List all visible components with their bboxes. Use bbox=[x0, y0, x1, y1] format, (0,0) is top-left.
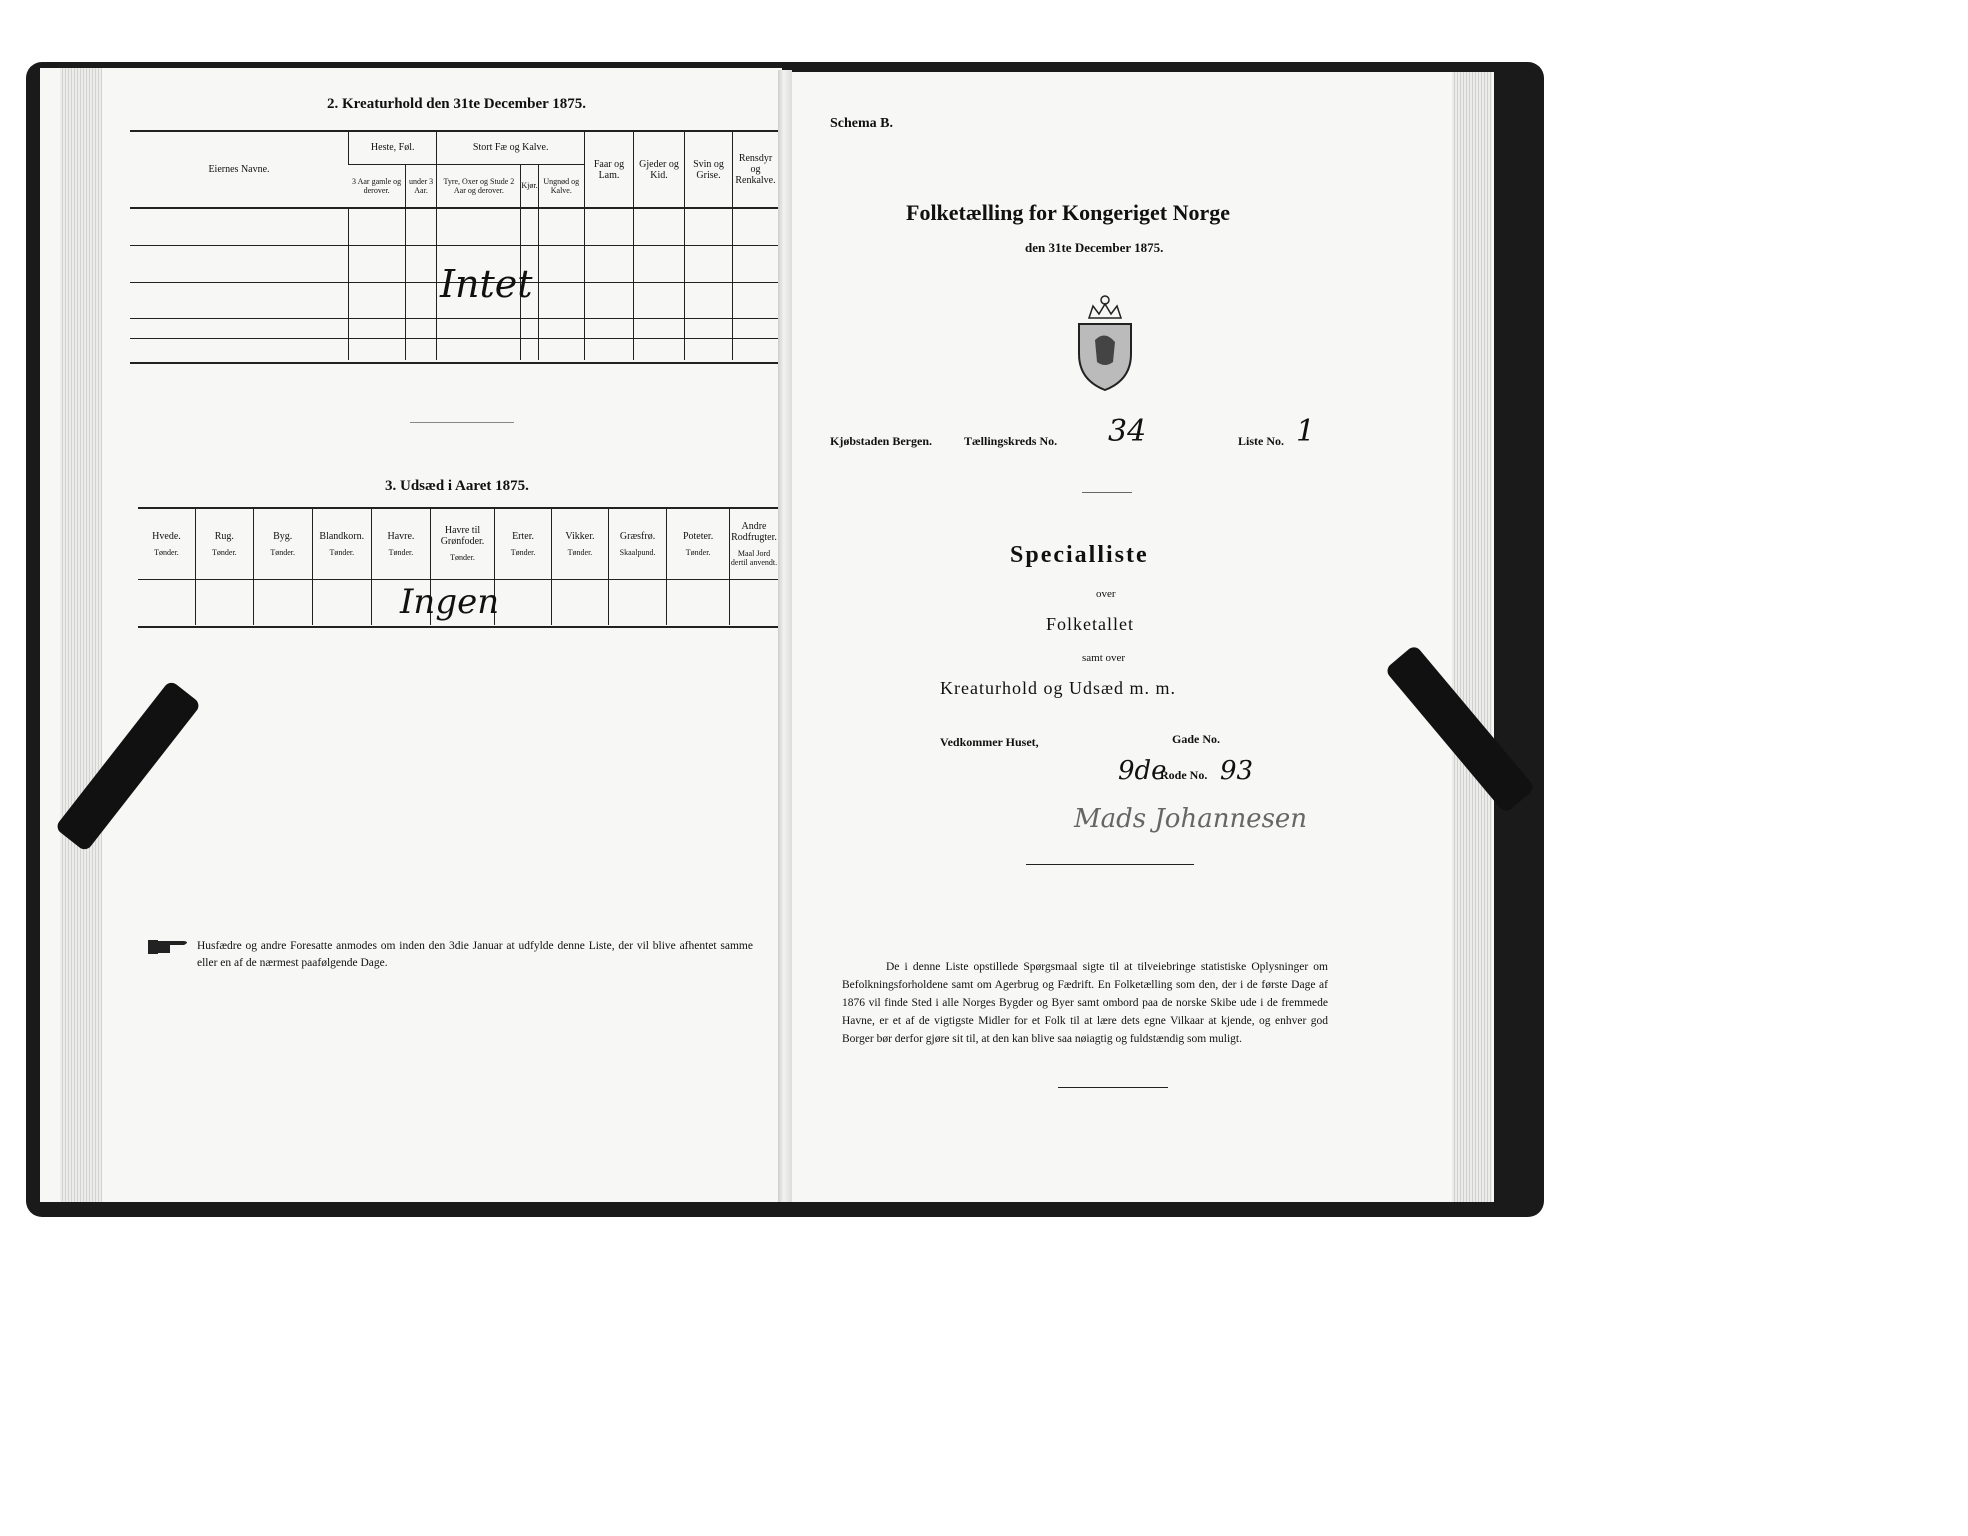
col-goats: Gjeder og Kid. bbox=[639, 158, 679, 181]
sowing-col-name: Byg. bbox=[273, 530, 293, 542]
notice-text: Husfædre og andre Foresatte anmodes om inden den 3die Januar at udfylde denne Liste, der vil blive afhentet samme eller en af de nærmest paafølgende Dage. bbox=[197, 940, 753, 969]
sowing-col-header bbox=[730, 509, 779, 579]
col-group-cattle: Stort Fæ og Kalve. bbox=[472, 142, 549, 154]
sowing-cell bbox=[195, 579, 253, 625]
col-owner-names: Eiernes Navne. bbox=[208, 164, 270, 175]
col-sheep: Faar og Lam. bbox=[593, 158, 625, 181]
sowing-col-unit: Tønder. bbox=[329, 547, 355, 557]
sowing-handwritten-entry: Ingen bbox=[400, 582, 500, 622]
livestock-table bbox=[130, 132, 778, 360]
samt-over-label: samt over bbox=[1082, 652, 1126, 664]
closing-rule bbox=[1058, 1087, 1168, 1088]
sowing-col-name: Græsfrø. bbox=[619, 530, 656, 542]
district-label: Tællingskreds No. bbox=[964, 434, 1058, 448]
owner-signature: Mads Johannesen bbox=[1074, 804, 1308, 834]
sowing-col-name: Erter. bbox=[512, 530, 535, 542]
sowing-col-unit: Tønder. bbox=[510, 547, 536, 557]
kreaturhold-label: Kreaturhold og Udsæd m. m. bbox=[940, 678, 1176, 698]
specialliste-heading: Specialliste bbox=[1010, 542, 1149, 568]
schema-label: Schema B. bbox=[830, 116, 893, 131]
pointing-hand-icon bbox=[146, 936, 192, 958]
sowing-cell bbox=[253, 579, 312, 625]
sowing-col-unit: Tønder. bbox=[450, 553, 475, 563]
district-value: 34 bbox=[1108, 414, 1147, 449]
sowing-col-header bbox=[430, 509, 494, 579]
col-pigs: Svin og Grise. bbox=[693, 158, 724, 181]
sowing-col-unit: Skaalpund. bbox=[619, 547, 656, 557]
census-title: Folketælling for Kongeriget Norge bbox=[906, 200, 1231, 225]
sowing-cell bbox=[551, 579, 608, 625]
over-label: over bbox=[1096, 588, 1116, 600]
rode-prefix: 9de bbox=[1118, 756, 1167, 786]
signature-rule bbox=[1026, 864, 1194, 865]
list-value: 1 bbox=[1296, 414, 1316, 449]
gade-label: Gade No. bbox=[1172, 732, 1220, 746]
sowing-col-header bbox=[372, 509, 431, 579]
sowing-col-unit: Tønder. bbox=[212, 547, 237, 557]
sowing-col-name: Rug. bbox=[214, 530, 234, 542]
sowing-cell bbox=[138, 579, 195, 625]
col-cattle-bulls: Tyre, Oxer og Stude 2 Aar og derover. bbox=[443, 176, 515, 195]
sowing-col-header bbox=[667, 509, 730, 579]
section2-title: 2. Kreaturhold den 31te December 1875. bbox=[327, 96, 586, 112]
sowing-cell bbox=[608, 579, 666, 625]
sowing-col-header bbox=[312, 509, 371, 579]
rode-label: Rode No. bbox=[1160, 768, 1208, 782]
list-label: Liste No. bbox=[1238, 434, 1284, 448]
sowing-cell bbox=[312, 579, 371, 625]
sowing-col-unit: Maal Jord dertil anvendt. bbox=[730, 548, 778, 567]
right-page-edges bbox=[1452, 72, 1492, 1202]
sowing-col-header bbox=[551, 509, 608, 579]
sowing-col-unit: Tønder. bbox=[154, 547, 179, 557]
sowing-col-header bbox=[608, 509, 666, 579]
sowing-col-header bbox=[138, 509, 195, 579]
table1-row-line bbox=[130, 245, 778, 246]
sowing-col-unit: Tønder. bbox=[388, 547, 414, 557]
table2-bottom-rule bbox=[138, 626, 778, 628]
sowing-col-unit: Tønder. bbox=[567, 547, 593, 557]
sowing-cell bbox=[495, 579, 552, 625]
col-horses-under3: under 3 Aar. bbox=[408, 176, 434, 195]
table1-bottom-rule bbox=[130, 362, 778, 364]
section3-title: 3. Udsæd i Aaret 1875. bbox=[385, 478, 529, 494]
sowing-col-name: Hvede. bbox=[152, 530, 181, 542]
sowing-col-unit: Tønder. bbox=[270, 547, 295, 557]
sowing-cell bbox=[667, 579, 730, 625]
city-label: Kjøbstaden Bergen. bbox=[830, 434, 932, 448]
sowing-col-header bbox=[495, 509, 552, 579]
folketallet-label: Folketallet bbox=[1046, 614, 1134, 634]
table1-row-line bbox=[130, 338, 778, 339]
census-date: den 31te December 1875. bbox=[1025, 240, 1164, 255]
sowing-col-header bbox=[195, 509, 253, 579]
col-reindeer: Rensdyr og Renkalve. bbox=[735, 153, 776, 186]
left-page-edges bbox=[60, 68, 102, 1202]
col-horses-3yr: 3 Aar gamle og derover. bbox=[352, 176, 402, 195]
col-cattle-young: Ungnød og Kalve. bbox=[543, 176, 580, 195]
sowing-col-name: Havre. bbox=[387, 530, 415, 542]
sowing-col-name: Havre til Grønfoder. bbox=[440, 525, 485, 548]
rode-value: 93 bbox=[1220, 756, 1254, 786]
book-gutter bbox=[778, 70, 792, 1202]
sowing-col-unit: Tønder. bbox=[685, 547, 711, 557]
col-cattle-cows: Kjør. bbox=[521, 181, 538, 191]
table1-row-line bbox=[130, 318, 778, 319]
sowing-col-header bbox=[253, 509, 312, 579]
short-rule bbox=[410, 422, 514, 423]
footer-text: De i denne Liste opstillede Spørgsmaal sigte til at tilveiebringe statistiske Oplysninger om Befolkningsforholdene samt om Agerbrug og Fædrift. En Folketælling som den, der i de første Dage af 1876 vil finde Sted i alle Norges Bygder og Byer samt ombord paa de norske Skibe ude i de fremmede Havne, er et af de vigtigste Midler for et Folk til at lære dets egne Vilkaar at kjende, og enhver god Borger bør derfor gjøre sit til, at den kan blive saa nøiagtig og fuldstændig som muligt. bbox=[842, 961, 1328, 1045]
sowing-col-name: Blandkorn. bbox=[319, 530, 365, 542]
coat-of-arms-icon bbox=[1073, 292, 1137, 392]
col-group-horses: Heste, Føl. bbox=[370, 142, 415, 154]
livestock-handwritten-entry: Intet bbox=[440, 262, 533, 306]
sowing-col-name: Vikker. bbox=[565, 530, 595, 542]
short-rule bbox=[1082, 492, 1132, 493]
sowing-col-name: Andre Rodfrugter. bbox=[731, 520, 777, 543]
sowing-cell bbox=[730, 579, 779, 625]
vedkommer-label: Vedkommer Huset, bbox=[940, 735, 1039, 749]
sowing-col-name: Poteter. bbox=[682, 530, 714, 542]
